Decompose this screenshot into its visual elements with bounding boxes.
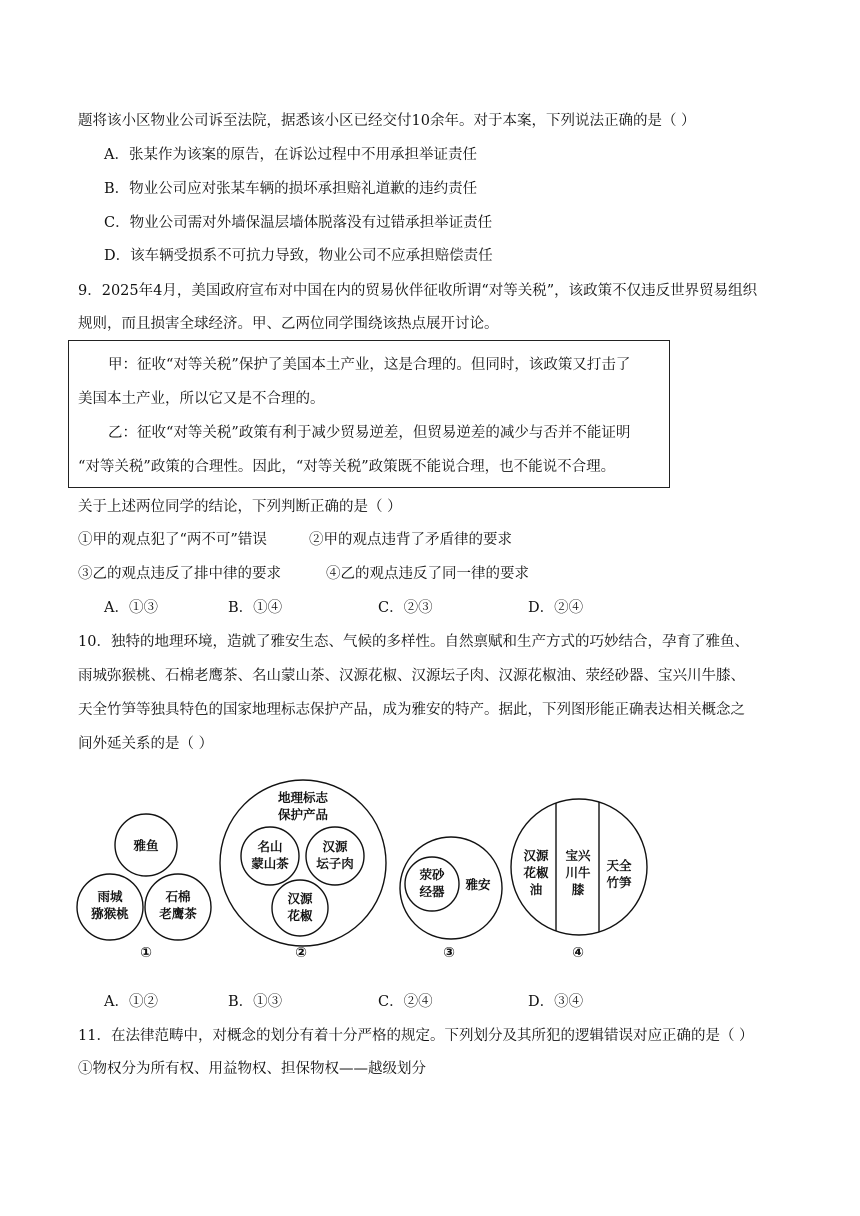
d2-b-text-1: 汉源 <box>322 839 348 854</box>
d3-outer-text: 雅安 <box>465 877 491 892</box>
d2-c-text-2: 花椒 <box>287 908 313 923</box>
q10-option-c: C．②④ <box>378 994 433 1010</box>
d2-label: ② <box>295 945 307 961</box>
q10-stem-line2: 雨城弥猴桃、石棉老鹰茶、名山蒙山茶、汉源花椒、汉源坛子肉、汉源花椒油、荥经砂器、宝兴川牛膝、 <box>78 668 745 684</box>
q10-venn-diagrams <box>0 770 860 970</box>
q10-stem-line1: 10．独特的地理环境，造就了雅安生态、气候的多样性。自然禀赋和生产方式的巧妙结合，孕育了雅鱼、 <box>78 634 749 650</box>
d1-c-text-2: 老鹰茶 <box>159 906 197 921</box>
q9-box-line3: 乙：征收“对等关税”政策有利于减少贸易逆差，但贸易逆差的减少与否并不能证明 <box>108 425 631 441</box>
q8-stem-tail: 题将该小区物业公司诉至法院，据悉该小区已经交付10余年。对于本案，下列说法正确的是（ ） <box>78 113 696 129</box>
q11-item-1: ①物权分为所有权、用益物权、担保物权——越级划分 <box>78 1061 426 1077</box>
d2-a-text-1: 名山 <box>257 839 283 854</box>
q9-option-d: D．②④ <box>528 600 584 616</box>
q9-option-c: C．②③ <box>378 600 433 616</box>
d1-b-text-1: 雨城 <box>97 889 123 904</box>
q9-box-line2: 美国本土产业，所以它又是不合理的。 <box>78 391 325 407</box>
q9-box-line1: 甲：征收“对等关税”保护了美国本土产业，这是合理的。但同时，该政策又打击了 <box>108 357 631 373</box>
q9-stem-line1: 9．2025年4月，美国政府宣布对中国在内的贸易伙伴征收所谓“对等关税”，该政策不仅违反世界贸易组织 <box>78 283 758 299</box>
d4-label: ④ <box>572 945 584 961</box>
q9-item-3: ③乙的观点违反了排中律的要求 <box>78 566 281 582</box>
q8-option-d: D．该车辆受损系不可抗力导致，物业公司不应承担赔偿责任 <box>104 248 493 264</box>
q8-option-b: B．物业公司应对张某车辆的损坏承担赔礼道歉的违约责任 <box>104 181 478 197</box>
q9-option-a: A．①③ <box>104 600 158 616</box>
q9-item-1: ①甲的观点犯了“两不可”错误 <box>78 532 267 548</box>
q10-option-a: A．①② <box>104 994 158 1010</box>
q9-stem-line2: 规则，而且损害全球经济。甲、乙两位同学围绕该热点展开讨论。 <box>78 316 499 332</box>
q9-item-4: ④乙的观点违反了同一律的要求 <box>326 566 529 582</box>
q10-stem-line4: 间外延关系的是（ ） <box>78 736 214 752</box>
d1-a-text: 雅鱼 <box>133 838 159 853</box>
q10-option-b: B．①③ <box>228 994 283 1010</box>
d4-part1-text-1: 汉源 <box>523 848 549 863</box>
d4-part2-text-3: 膝 <box>571 882 585 897</box>
d3-inner-text-1: 荥砂 <box>419 867 445 882</box>
d2-a-text-2: 蒙山茶 <box>251 856 289 871</box>
d2-outer-text-1: 地理标志 <box>277 790 329 805</box>
d4-part3-text-2: 竹笋 <box>606 875 632 890</box>
d1-label: ① <box>140 945 152 961</box>
q8-option-a: A．张某作为该案的原告，在诉讼过程中不用承担举证责任 <box>104 147 477 163</box>
q10-option-d: D．③④ <box>528 994 584 1010</box>
d4-part1-text-2: 花椒 <box>523 865 549 880</box>
q11-stem: 11．在法律范畴中，对概念的划分有着十分严格的规定。下列划分及其所犯的逻辑错误对应正确的是（ ） <box>78 1028 754 1044</box>
d1-b-text-2: 猕猴桃 <box>91 906 129 921</box>
q9-item-2: ②甲的观点违背了矛盾律的要求 <box>309 532 512 548</box>
q9-question: 关于上述两位同学的结论，下列判断正确的是（ ） <box>78 499 402 515</box>
d2-b-text-2: 坛子肉 <box>316 856 354 871</box>
q9-option-b: B．①④ <box>228 600 283 616</box>
d2-c-text-1: 汉源 <box>287 891 313 906</box>
d4-part2-text-2: 川牛 <box>565 865 591 880</box>
q9-box-line4: “对等关税”政策的合理性。因此，“对等关税”政策既不能说合理，也不能说不合理。 <box>78 459 616 475</box>
q10-stem-line3: 天全竹笋等独具特色的国家地理标志保护产品，成为雅安的特产。据此，下列图形能正确表达相关概念之 <box>78 702 745 718</box>
d4-part3-text-1: 天全 <box>606 858 632 873</box>
d4-part1-text-3: 油 <box>529 882 543 897</box>
d2-outer-text-2: 保护产品 <box>277 807 329 822</box>
d3-inner-text-2: 经器 <box>419 884 445 899</box>
d4-part2-text-1: 宝兴 <box>565 848 591 863</box>
d3-label: ③ <box>443 945 455 961</box>
q8-option-c: C．物业公司需对外墙保温层墙体脱落没有过错承担举证责任 <box>104 215 493 231</box>
d1-c-text-1: 石棉 <box>165 889 191 904</box>
